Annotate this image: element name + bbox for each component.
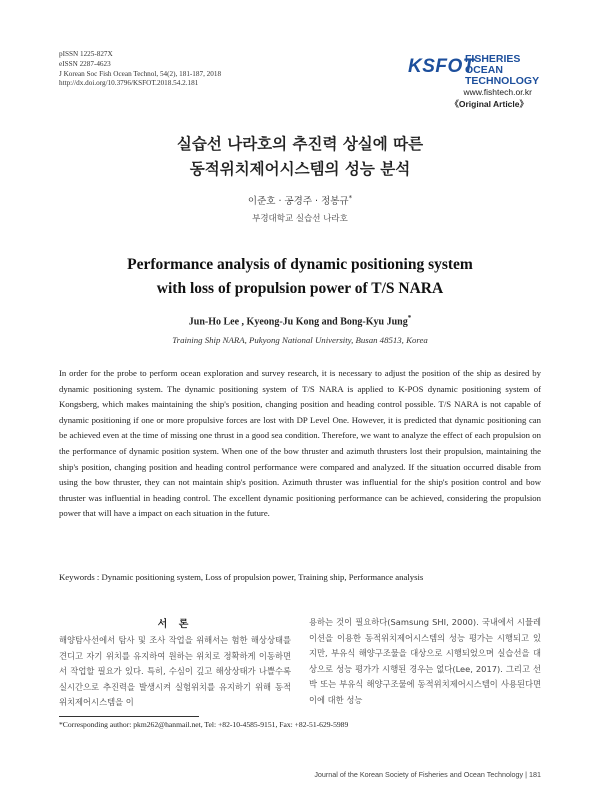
section-heading-intro: 서 론 (157, 619, 193, 630)
korean-authors-names: 이준호 · 공경주 · 정봉규 (247, 196, 349, 207)
issn-electronic: eISSN 2287-4623 (59, 59, 111, 68)
intro-paragraph-right: 용하는 것이 필요하다(Samsung SHI, 2000). 국내에서 시뮬레이션을 이용한 동적위치제어시스템의 성능 평가는 시행되고 있지만, 부유식 해양구조물을 대상으로 시행되었으며 실습선을 대상으로 성능 평가가 시행된 경우는 없다(Lee, 2017). 그리고 선박 또는 부유식 해양구조물에 동적위치제어시스템이 사용된다면 이에 대한 성능 (309, 617, 541, 705)
corresponding-mark: * (348, 193, 353, 202)
english-title-line2: with loss of propulsion power of T/S NARA (156, 280, 444, 297)
corresponding-author-footnote: *Corresponding author: pkm262@hanmail.net, Tel: +82-10-4585-9151, Fax: +82-51-629-5989 (59, 720, 349, 729)
korean-affiliation: 부경대학교 실습선 나라호 (252, 214, 348, 224)
footnote-divider (59, 716, 199, 717)
intro-paragraph-left: 해양탐사선에서 탐사 및 조사 작업을 위해서는 험한 해상상태를 견디고 자기 위치를 유지하여 원하는 위치로 정확하게 이동하면서 작업할 필요가 있다. 특히, 수심이 깊고 해상상태가 나쁠수록 실시간으로 추진력을 발생시켜 실험위치를 유지하기 위해 동적위치제어시스템을 이 (59, 635, 291, 708)
intro-right-column (309, 615, 541, 709)
korean-title-line1: 실습선 나라호의 추진력 상실에 따른 (176, 135, 424, 153)
english-authors-names: Jun-Ho Lee , Kyeong-Ju Kong and Bong-Kyu Jung (188, 316, 408, 328)
korean-authors (0, 193, 600, 207)
logo-text (465, 54, 543, 87)
logo-mark: KSFOT (408, 56, 475, 77)
journal-logo (408, 53, 543, 87)
korean-title-line2: 동적위치제어시스템의 성능 분석 (189, 160, 411, 178)
corresponding-mark-en: * (407, 314, 412, 322)
keywords: Keywords : Dynamic positioning system, Loss of propulsion power, Training ship, Performance analysis (59, 572, 424, 582)
english-affiliation: Training Ship NARA, Pukyong National University, Busan 48513, Korea (172, 335, 428, 345)
journal-metadata (59, 50, 221, 89)
logo-text-line2: TECHNOLOGY (465, 75, 540, 87)
doi-link[interactable]: http://dx.doi.org/10.3796/KSFOT.2018.54.2.181 (59, 79, 199, 88)
citation-line: J Korean Soc Fish Ocean Technol, 54(2), 181-187, 2018 (59, 69, 222, 78)
english-title-line1: Performance analysis of dynamic positioning system (127, 256, 473, 273)
english-authors (0, 314, 600, 327)
logo-text-line1: FISHERIES OCEAN (465, 53, 521, 76)
article-type: 《Original Article》 (450, 99, 528, 109)
issn-print: pISSN 1225-827X (59, 50, 113, 58)
intro-left-column (59, 615, 291, 711)
abstract: In order for the probe to perform ocean exploration and survey research, it is necessary to adjust the position of the ship as desired by dynamic positioning system. The dynamic positioning system of T/S NARA is applied to K-POS dynamic positioning system of Kongsberg, which makes maintaining the ship's position, changing position and heading control possible. T/S NARA is not capable of dynamic positioning if one or more propulsive forces are lost with DP Level One. However, it is predicted that dynamic positioning can be achieved even at the time of missing one thrust in a good sea condition. Therefore, we want to analyze the effect of each propulsion on the performance of dynamic position system. When one of the bow thruster and azimuth thrusters lost their propulsion, maintaining the ship's position, changing position and heading control performance were compared and analyzed. If the situation occurred disable from using the bow thruster, they can not maintain ship's position. Azimuth thruster was influential for the ship's position control and bow thruster was influential in heading control. The excellent dynamic positioning performance can be achieved, considering the propulsion power that will have a impact on each situation in the future. (59, 368, 541, 519)
english-title (0, 253, 600, 301)
korean-title (0, 132, 600, 182)
page-footer: Journal of the Korean Society of Fisheries and Ocean Technology | 181 (314, 770, 541, 779)
journal-website[interactable]: www.fishtech.or.kr (463, 87, 532, 97)
